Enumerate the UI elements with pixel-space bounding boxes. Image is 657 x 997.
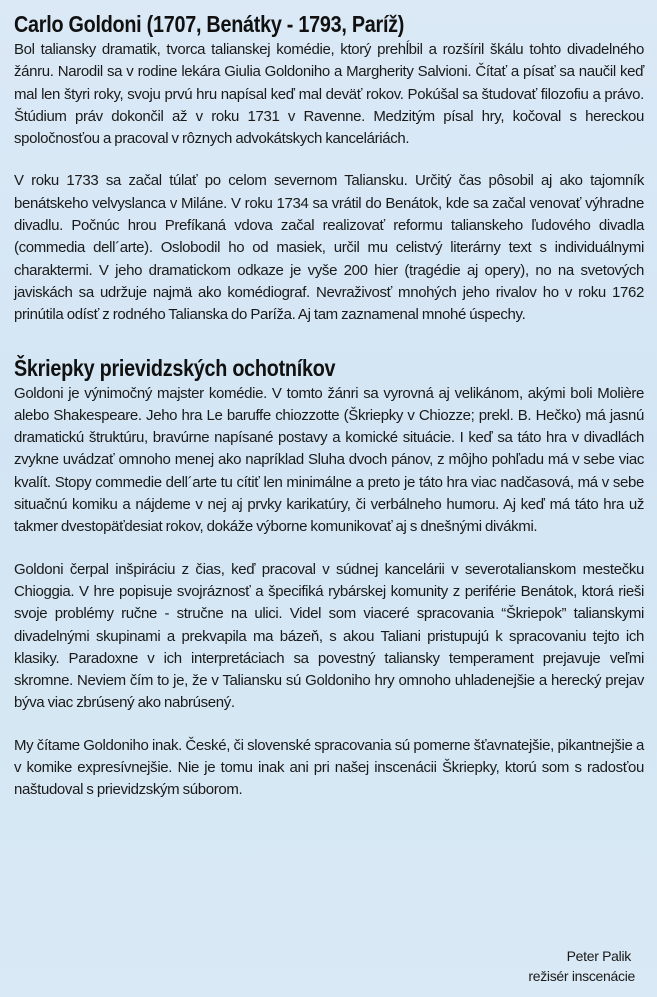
paragraph-gap bbox=[14, 539, 644, 559]
author-signature bbox=[528, 946, 635, 986]
paragraph-biography-1: Bol taliansky dramatik, tvorca talianskej komédie, ktorý prehĺbil a rozšíril škálu tohto divadelného žánru. Narodil sa v rodine lekára Giulia Goldoniho a Margherity Salvioni. Čítať a písať sa naučil keď mal len štyri roky, svoju prvú hru napísal keď mal deväť rokov. Pokúšal sa študovať filozofiu a právo. Štúdium práv dokončil až v roku 1731 v Ravenne. Medzitým písal hry, kočoval s hereckou spoločnosťou a pracoval v rôznych advokátskych kanceláriách. bbox=[14, 41, 644, 148]
section-title-skriepky: Škriepky prievidzských ochotníkov bbox=[14, 354, 336, 381]
paragraph-gap bbox=[14, 150, 644, 170]
paragraph-biography-2: V roku 1733 sa začal túlať po celom severnom Taliansku. Určitý čas pôsobil aj ako tajomník benátskeho velvyslanca v Miláne. V roku 1734 sa vrátil do Benátok, kde sa začal venovať výhradne divadlu. Počnúc hrou Prefíkaná vdova začal realizovať reformu talianskeho ľudového divadla (commedia dell´arte). Oslobodil ho od masiek, určil mu celistvý literárny text s individuálnymi charaktermi. V jeho dramatickom odkaze je vyše 200 hier (tragédie aj opery), no na svetových javiskách sa udržuje najmä ako komédiograf. Nevraživosť mnohých jeho rivalov ho v roku 1762 prinútila odísť z rodného Talianska do Paríža. Aj tam zaznamenal mnohé úspechy. bbox=[14, 172, 644, 324]
paragraph-play-2: Goldoni čerpal inšpiráciu z čias, keď pracoval v súdnej kancelárii v severotalianskom mestečku Chioggia. V hre popisuje svojráznosť a špecifiká rybárskej komunity z periférie Benátok, ktorá rieši svoje problémy ručne - stručne na ulici. Videl som viaceré spracovania “Škriepok” talianskymi divadelnými skupinami a prekvapila ma bázeň, s akou Taliani pristupujú k spracovaniu tejto ich klasiky. Paradoxne v ich interpretáciach sa povestný taliansky temperament prejavuje veľmi skromne. Neviem čím to je, že v Taliansku sú Goldoniho hry omnoho uhladenejšie a herecký prejav býva viac zbrúsený ako nabrúsený. bbox=[14, 560, 644, 712]
section-title-goldoni: Carlo Goldoni (1707, Benátky - 1793, Paríž) bbox=[14, 11, 405, 37]
article bbox=[14, 10, 644, 802]
paragraph-play-3: My čítame Goldoniho inak. České, či slovenské spracovania sú pomerne šťavnatejšie, pikantnejšie a v komike expresívnejšie. Nie je tomu inak ani pri našej inscenácii Škriepky, ktorú som s radosťou naštudoval s prievidzským súborom. bbox=[14, 736, 644, 799]
section-gap bbox=[14, 327, 644, 354]
author-role: režisér inscenácie bbox=[528, 968, 635, 984]
paragraph-play-1: Goldoni je výnimočný majster komédie. V tomto žánri sa vyrovná aj velikánom, akými boli Molière alebo Shakespeare. Jeho hra Le baruffe chiozzotte (Škriepky v Chiozze; prekl. B. Hečko) má jasnú dramatickú štruktúru, bravúrne napísané postavy a komické situácie. I keď sa táto hra v divadlách zvykne uvádzať omnoho menej ako napríklad Sluha dvoch pánov, z môjho pohľadu má v sebe viac kvalít. Stopy commedie dell´arte tu cítiť len minimálne a preto je táto hra viac nadčasová, má v sebe situačnú komiku a nájdeme v nej aj prvky karikatúry, či verbálneho humoru. Aj keď má táto hra už takmer dvestopäťdesiat rokov, dokáže výborne komunikovať aj s dnešnými divákmi. bbox=[14, 384, 644, 536]
paragraph-gap bbox=[14, 715, 644, 735]
author-name: Peter Palik bbox=[566, 948, 631, 964]
